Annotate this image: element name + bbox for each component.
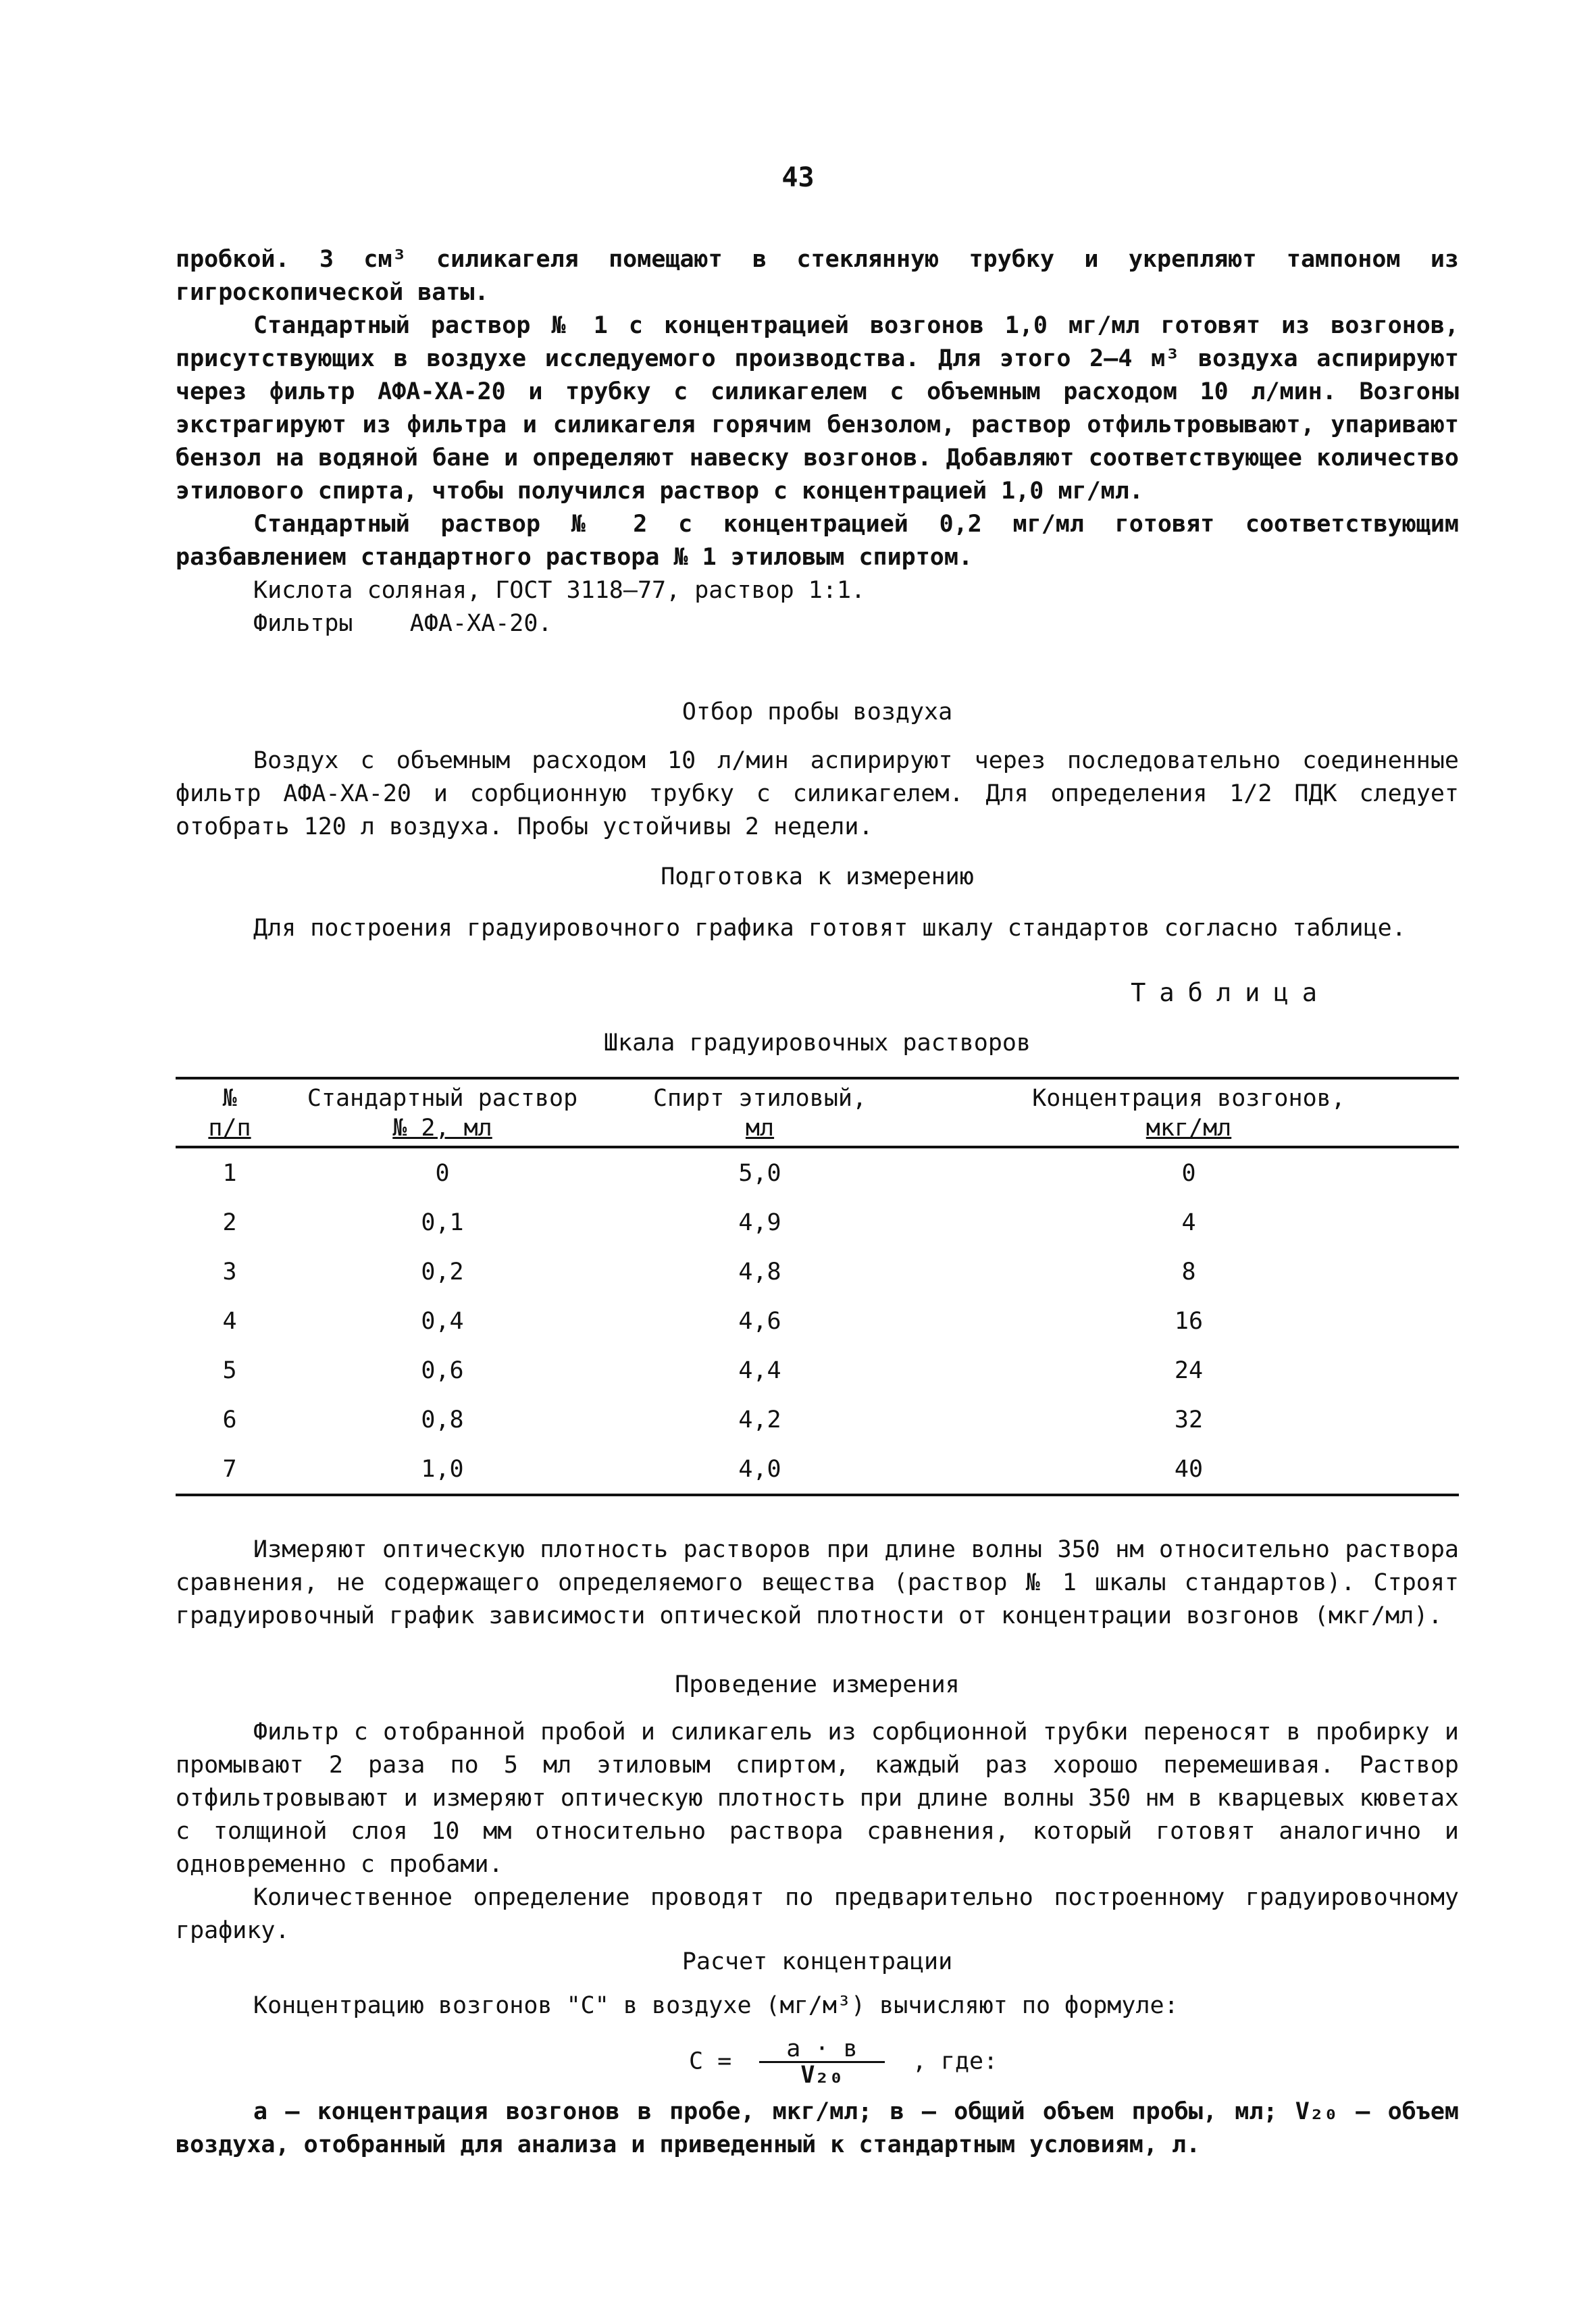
col-concentration-header: Концентрация возгонов, мкг/мл: [1032, 1085, 1345, 1142]
formula-lhs: С =: [689, 2048, 732, 2075]
table-cell: 0: [1181, 1159, 1196, 1187]
table-cell: 4,2: [738, 1406, 781, 1433]
table-title: Шкала градуировочных растворов: [603, 1030, 1031, 1057]
table-cell: 4,9: [738, 1209, 781, 1236]
table-cell: 4: [1181, 1209, 1196, 1236]
after-table-section: [176, 1533, 1459, 1633]
table-cell: 6: [222, 1406, 237, 1433]
formula-numerator: а · в: [759, 2037, 884, 2063]
paragraph-acid: Кислота соляная, ГОСТ 3118–77, раствор 1:1.: [253, 577, 866, 604]
paragraph-standard-2: Стандартный раствор № 2 с концентрацией 0,2 мг/мл готовят соответствующим разбавлением стандартного раствора № 1 этиловым спиртом.: [176, 511, 1459, 571]
paragraph-calculation: Концентрацию возгонов "С" в воздухе (мг/м³) вычисляют по формуле:: [253, 1992, 1179, 2019]
formula-fraction: [759, 2037, 884, 2087]
table-cell: 40: [919, 1444, 1459, 1495]
calibration-table: [176, 1077, 1459, 1496]
paragraph-sampling: Воздух с объемным расходом 10 л/мин аспирируют через последовательно соединенные фильтр АФА-ХА-20 и сорбционную трубку с силикагелем. Для определения 1/2 ПДК следует отобрать 120 л воздуха. Пробы устойчивы 2 недели.: [176, 747, 1459, 840]
paragraph-standard-1: Стандартный раствор № 1 с концентрацией возгонов 1,0 мг/мл готовят из возгонов, присутствующих в воздухе исследуемого производства. Для этого 2–4 м³ воздуха аспирируют через фильтр АФА-ХА-20 и трубку с силикагелем с объемным расходом 10 л/мин. Возгоны экстрагируют из фильтра и силикагеля горячим бензолом, раствор отфильтровывают, упаривают бензол на водяной бане и определяют навеску возгонов. Добавляют соответствующее количество этилового спирта, чтобы получился раствор с концентрацией 1,0 мг/мл.: [176, 312, 1459, 505]
col-number-header: № п/п: [208, 1085, 251, 1142]
col-standard-header: Стандартный раствор № 2, мл: [307, 1085, 578, 1142]
legend-section: [176, 2095, 1459, 2162]
calculation-section: [176, 1989, 1459, 2023]
heading-measurement: Проведение измерения: [675, 1671, 960, 1698]
table-label: Таблица: [1131, 978, 1331, 1007]
col-ethanol-header: Спирт этиловый, мл: [652, 1085, 867, 1142]
table-row: [176, 1444, 1459, 1495]
table-row: [176, 1346, 1459, 1395]
heading-sampling: Отбор пробы воздуха: [681, 698, 953, 726]
table-cell: 4,4: [738, 1356, 781, 1384]
table-cell: 0,4: [421, 1307, 464, 1335]
measurement-section: [176, 1716, 1459, 1948]
formula-denominator: V₂₀: [800, 2062, 844, 2089]
table-cell: 4: [222, 1307, 237, 1335]
concentration-formula: [689, 2037, 998, 2087]
paragraph-preparation: Для построения градуировочного графика готовят шкалу стандартов согласно таблице.: [253, 915, 1406, 942]
paragraph-tube: пробкой. 3 см³ силикагеля помещают в стеклянную трубку и укрепляют тампоном из гигроскопической ваты.: [176, 246, 1459, 306]
intro-section: [176, 243, 1459, 640]
table-cell: 1,0: [284, 1444, 601, 1495]
heading-preparation: Подготовка к измерению: [661, 863, 974, 890]
paragraph-quantitative: Количественное определение проводят по предварительно построенному градуировочному графику.: [176, 1884, 1459, 1944]
heading-calculation: Расчет концентрации: [681, 1948, 953, 1975]
table-cell: 0,8: [421, 1406, 464, 1433]
table-cell: 5,0: [738, 1159, 781, 1187]
paragraph-filters: Фильтры АФА-ХА-20.: [253, 610, 552, 637]
table-row: [176, 1296, 1459, 1346]
table-cell: 32: [1174, 1406, 1204, 1433]
table-cell: 0,2: [421, 1258, 464, 1286]
paragraph-optical-density: Измеряют оптическую плотность растворов при длине волны 350 нм относительно раствора сравнения, не содержащего определяемого вещества (раствор № 1 шкалы стандартов). Строят градуировочный график зависимости оптической плотности от концентрации возгонов (мкг/мл).: [176, 1536, 1459, 1629]
table-cell: 5: [222, 1356, 237, 1384]
table-row: [176, 1198, 1459, 1247]
table-row: [176, 1247, 1459, 1296]
table-row: [176, 1147, 1459, 1198]
table-cell: 1: [222, 1159, 237, 1187]
table-cell: 7: [176, 1444, 284, 1495]
table-cell: 0: [435, 1159, 450, 1187]
table-cell: 0,6: [421, 1356, 464, 1384]
paragraph-legend: а – концентрация возгонов в пробе, мкг/мл; в – общий объем пробы, мл; V₂₀ – объем воздуха, отобранный для анализа и приведенный к стандартным условиям, л.: [176, 2098, 1459, 2158]
table-cell: 0,1: [421, 1209, 464, 1236]
table-cell: 24: [1174, 1356, 1204, 1384]
table-cell: 4,6: [738, 1307, 781, 1335]
table-row: [176, 1395, 1459, 1444]
page-number: 43: [781, 162, 815, 193]
paragraph-measurement: Фильтр с отобранной пробой и силикагель из сорбционной трубки переносят в пробирку и промывают 2 раза по 5 мл этиловым спиртом, каждый раз хорошо перемешивая. Раствор отфильтровывают и измеряют оптическую плотность при длине волны 350 нм в кварцевых кюветах с толщиной слоя 10 мм относительно раствора сравнения, который готовят аналогично и одновременно с пробами.: [176, 1719, 1459, 1878]
formula-suffix: , где:: [912, 2048, 998, 2075]
preparation-section: [176, 912, 1459, 945]
table-cell: 4,8: [738, 1258, 781, 1286]
sampling-section: [176, 744, 1459, 844]
table-cell: 3: [222, 1258, 237, 1286]
table-cell: 4,0: [601, 1444, 919, 1495]
table-cell: 2: [222, 1209, 237, 1236]
table-header-row: [176, 1078, 1459, 1147]
table-cell: 8: [1181, 1258, 1196, 1286]
table-cell: 16: [1174, 1307, 1204, 1335]
